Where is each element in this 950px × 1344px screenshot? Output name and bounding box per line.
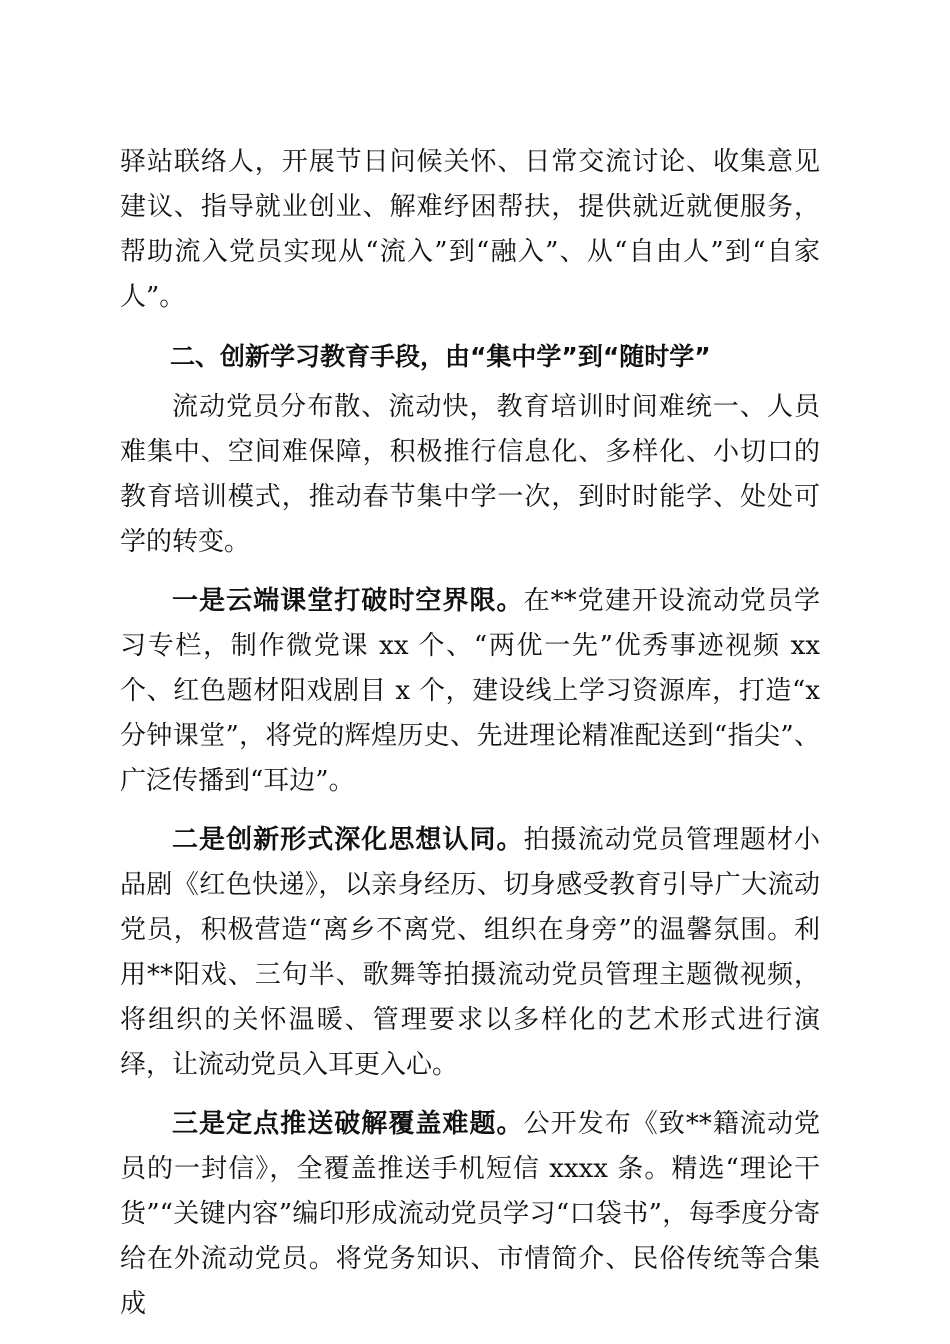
paragraph-targeted-push: [120, 1102, 820, 1327]
paragraph-body: 在**党建开设流动党员学习专栏，制作微党课 xx 个、“两优一先”优秀事迹视频 xx 个、红色题材阳戏剧目 x 个，建设线上学习资源库，打造“x 分钟课堂”，将党的辉煌历史、先进理论精准配送到“指尖”、广泛传播到“耳边”。: [120, 586, 820, 796]
section-heading-2: 二、创新学习教育手段，由“集中学”到“随时学”: [170, 342, 711, 371]
document-body: [120, 140, 820, 1327]
paragraph-intro: 流动党员分布散、流动快，教育培训时间难统一、人员难集中、空间难保障，积极推行信息化、多样化、小切口的教育培训模式，推动春节集中学一次，到时时能学、处处可学的转变。: [120, 392, 820, 557]
paragraph-lead: 三是定点推送破解覆盖难题。: [172, 1109, 524, 1139]
paragraph-cloud-classroom: [120, 579, 820, 804]
paragraph-lead: 二是创新形式深化思想认同。: [172, 825, 524, 855]
paragraph-continuation: 驿站联络人，开展节日问候关怀、日常交流讨论、收集意见建议、指导就业创业、解难纾困帮扶，提供就近就便服务，帮助流入党员实现从“流入”到“融入”、从“自由人”到“自家人”。: [120, 147, 820, 312]
paragraph-body: 拍摄流动党员管理题材小品剧《红色快递》，以亲身经历、切身感受教育引导广大流动党员，积极营造“离乡不离党、组织在身旁”的温馨氛围。利用**阳戏、三句半、歌舞等拍摄流动党员管理主题微视频，将组织的关怀温暖、管理要求以多样化的艺术形式进行演绎，让流动党员入耳更入心。: [120, 825, 820, 1080]
paragraph-body: 公开发布《致**籍流动党员的一封信》，全覆盖推送手机短信 xxxx 条。精选“理论干货”“关键内容”编印形成流动党员学习“口袋书”，每季度分寄给在外流动党员。将党务知识、市情简介、民俗传统等合集成: [120, 1109, 820, 1319]
paragraph-lead: 一是云端课堂打破时空界限。: [172, 586, 524, 616]
paragraph-innovation: [120, 818, 820, 1088]
